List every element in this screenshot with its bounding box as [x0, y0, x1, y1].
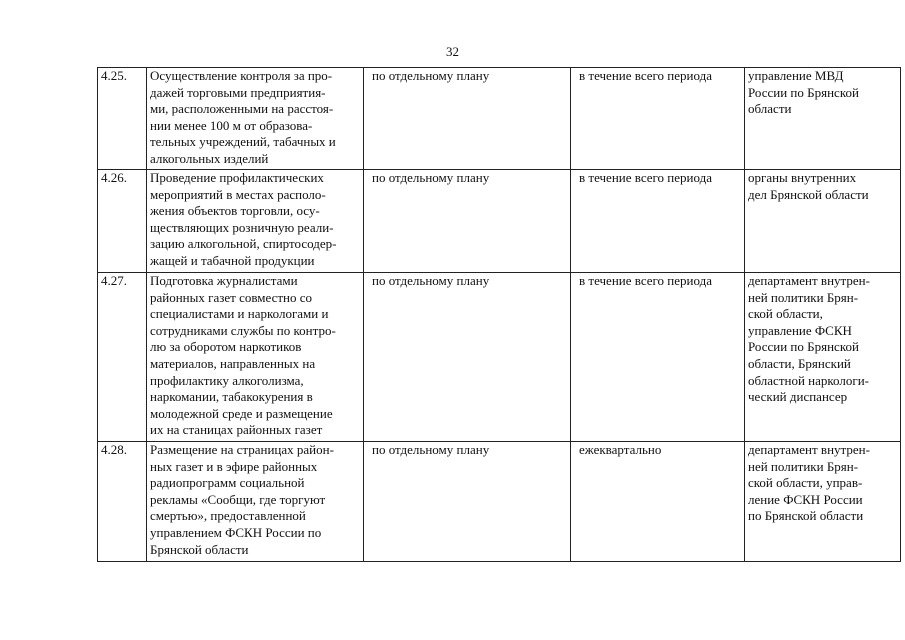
responsible-party-line: ской области, управ-: [748, 475, 863, 491]
item-number: 4.27.: [98, 273, 147, 442]
responsible-party-line: департамент внутрен-: [748, 273, 870, 288]
execution-period: ежеквартально: [571, 442, 745, 562]
event-description-line: нии менее 100 м от образова-: [150, 117, 313, 133]
responsible-party: [745, 68, 901, 170]
event-description-line: алкогольных изделий: [150, 150, 269, 166]
event-description: [147, 68, 364, 170]
execution-plan: по отдельному плану: [364, 273, 571, 442]
responsible-party: [745, 442, 901, 562]
item-number: 4.28.: [98, 442, 147, 562]
event-description-line: ми, расположенными на расстоя-: [150, 101, 334, 117]
event-description-line: Осуществление контроля за про-: [150, 68, 333, 83]
event-description-line: смертью», предоставленной: [150, 508, 306, 524]
measures-table: [97, 67, 901, 562]
event-description-line: мероприятий в местах располо-: [150, 186, 326, 202]
event-description-line: профилактику алкоголизма,: [150, 372, 304, 388]
event-description: [147, 442, 364, 562]
responsible-party-line: области, Брянский: [748, 355, 851, 371]
item-number: 4.26.: [98, 170, 147, 273]
event-description-line: специалистами и наркологами и: [150, 306, 329, 322]
event-description-line: Проведение профилактических: [150, 170, 324, 185]
event-description-line: сотрудниками службы по контро-: [150, 322, 336, 338]
table-row: [98, 170, 901, 273]
event-description-line: дажей торговыми предприятия-: [150, 84, 326, 100]
event-description-line: Подготовка журналистами: [150, 273, 298, 288]
event-description-line: рекламы «Сообщи, где торгуют: [150, 491, 326, 507]
event-description-line: Размещение на страницах район-: [150, 442, 334, 457]
event-description-line: лю за оборотом наркотиков: [150, 339, 302, 355]
responsible-party-line: дел Брянской области: [748, 186, 869, 202]
event-description-line: ществляющих розничную реали-: [150, 219, 334, 235]
table-row: [98, 442, 901, 562]
event-description-line: зацию алкогольной, спиртосодер-: [150, 236, 337, 252]
execution-period: в течение всего периода: [571, 273, 745, 442]
table-row: [98, 273, 901, 442]
item-number: 4.25.: [98, 68, 147, 170]
event-description-line: жащей и табачной продукции: [150, 252, 315, 268]
event-description: [147, 170, 364, 273]
event-description-line: управлением ФСКН России по: [150, 524, 322, 540]
responsible-party: [745, 170, 901, 273]
event-description-line: районных газет совместно со: [150, 289, 312, 305]
execution-plan: по отдельному плану: [364, 170, 571, 273]
event-description-line: молодежной среде и размещение: [150, 405, 333, 421]
table-row: [98, 68, 901, 170]
responsible-party-line: по Брянской области: [748, 508, 864, 524]
responsible-party-line: управление ФСКН: [748, 322, 852, 338]
responsible-party: [745, 273, 901, 442]
responsible-party-line: России по Брянской: [748, 84, 859, 100]
page-number: 32: [446, 44, 459, 59]
responsible-party-line: ней политики Брян-: [748, 458, 859, 474]
event-description-line: Брянской области: [150, 541, 249, 557]
responsible-party-line: области: [748, 101, 792, 117]
event-description-line: радиопрограмм социальной: [150, 475, 305, 491]
responsible-party-line: департамент внутрен-: [748, 442, 870, 457]
responsible-party-line: ческий диспансер: [748, 389, 848, 405]
event-description-line: наркомании, табакокурения в: [150, 389, 313, 405]
execution-period: в течение всего периода: [571, 170, 745, 273]
responsible-party-line: органы внутренних: [748, 170, 857, 185]
responsible-party-line: областной наркологи-: [748, 372, 869, 388]
event-description-line: материалов, направленных на: [150, 355, 316, 371]
responsible-party-line: управление МВД: [748, 68, 844, 83]
event-description: [147, 273, 364, 442]
execution-plan: по отдельному плану: [364, 442, 571, 562]
execution-plan: по отдельному плану: [364, 68, 571, 170]
event-description-line: их на станицах районных газет: [150, 422, 323, 438]
event-description-line: тельных учреждений, табачных и: [150, 134, 336, 150]
responsible-party-line: России по Брянской: [748, 339, 859, 355]
execution-period: в течение всего периода: [571, 68, 745, 170]
event-description-line: ных газет и в эфире районных: [150, 458, 318, 474]
responsible-party-line: ление ФСКН России: [748, 491, 863, 507]
event-description-line: жения объектов торговли, осу-: [150, 203, 320, 219]
responsible-party-line: ской области,: [748, 306, 823, 322]
responsible-party-line: ней политики Брян-: [748, 289, 859, 305]
